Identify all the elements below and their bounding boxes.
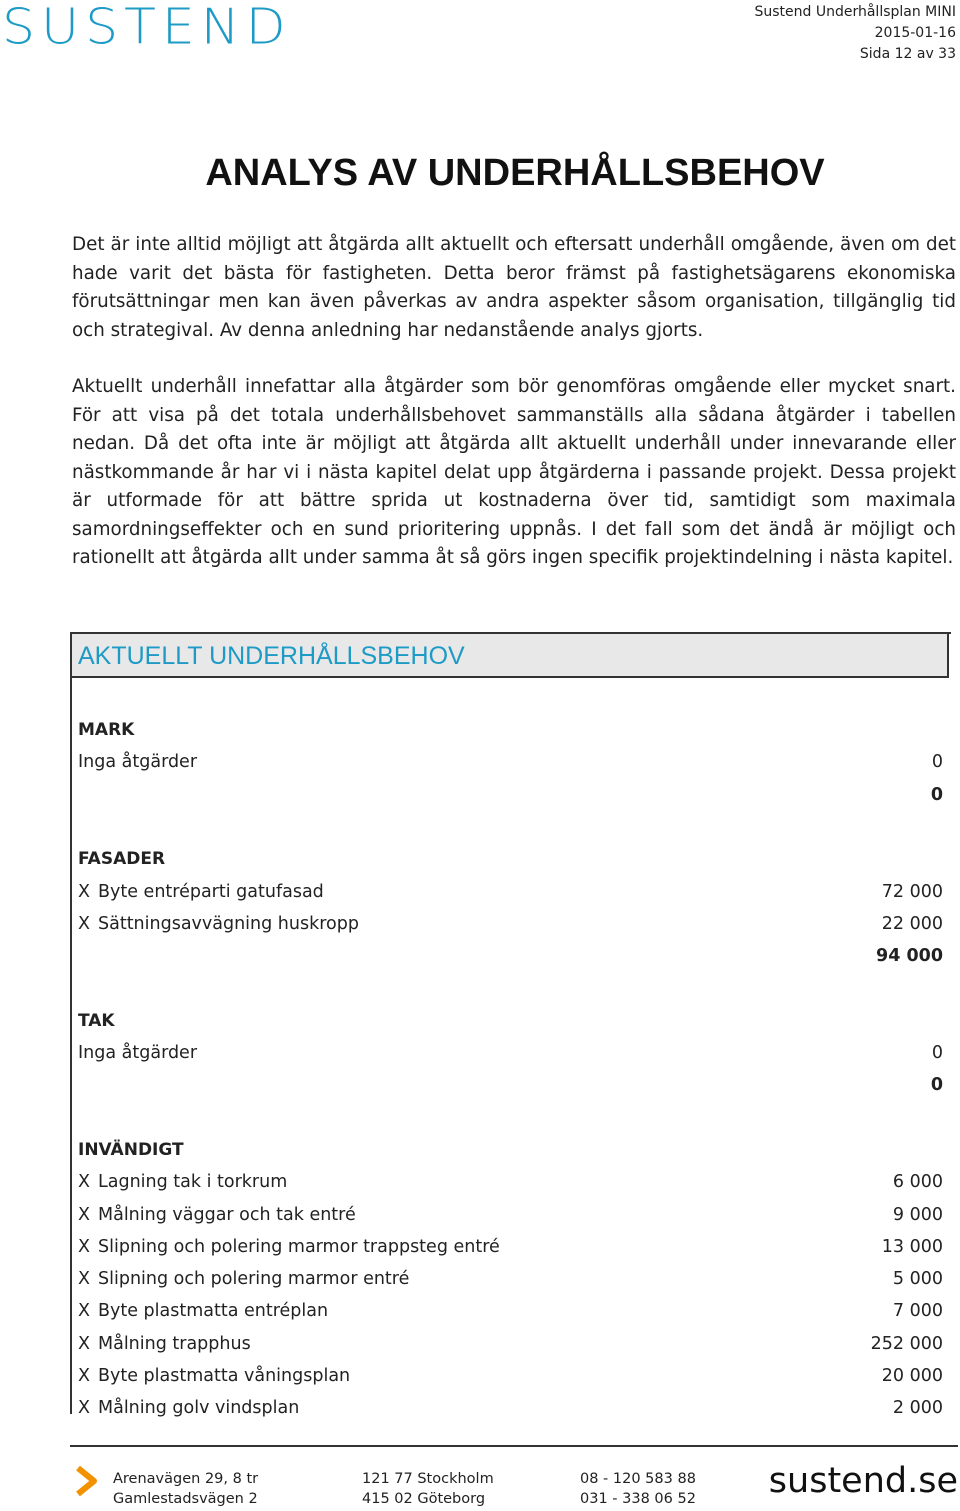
category-row — [78, 1135, 943, 1165]
category-label: INVÄNDIGT — [78, 1139, 184, 1160]
item-label: Byte plastmatta entréplan — [98, 1301, 329, 1322]
table-row — [78, 1329, 943, 1359]
category-row — [78, 1006, 943, 1036]
footer-cities — [362, 1469, 494, 1509]
item-label: Inga åtgärder — [78, 752, 198, 773]
table-heading: AKTUELLT UNDERHÅLLSBEHOV — [78, 642, 465, 670]
item-amount: 13 000 — [881, 1236, 943, 1257]
table-row — [78, 1038, 943, 1068]
item-amount: 0 — [931, 1043, 943, 1063]
table-row — [78, 1296, 943, 1326]
subtotal-amount: 0 — [930, 784, 943, 805]
subtotal-amount: 0 — [930, 1075, 943, 1096]
item-label: Byte plastmatta våningsplan — [98, 1366, 351, 1386]
item-label: Slipning och polering marmor entré — [98, 1269, 410, 1290]
table-row — [78, 909, 943, 939]
item-label: Målning golv vindsplan — [98, 1398, 300, 1419]
selected-mark: X — [78, 1366, 90, 1386]
table-row — [78, 747, 943, 777]
item-amount: 72 000 — [881, 881, 943, 902]
maintenance-table — [70, 632, 951, 1419]
footer-city-2: 415 02 Göteborg — [362, 1491, 486, 1507]
selected-mark: X — [78, 1236, 90, 1257]
selected-mark: X — [78, 1172, 90, 1193]
category-label: FASADER — [78, 849, 166, 870]
table-row — [78, 1232, 943, 1262]
category-row — [78, 844, 943, 874]
footer-phone-1: 08 - 120 583 88 — [580, 1471, 696, 1487]
table-row — [78, 1167, 943, 1197]
footer-address-2: Gamlestadsvägen 2 — [113, 1491, 258, 1507]
sustend-logo: SUSTEND — [2, 0, 292, 57]
subtotal-row — [78, 1070, 943, 1100]
footer-brand[interactable]: sustend.se — [768, 1461, 958, 1501]
footer-address-1: Arenavägen 29, 8 tr — [113, 1471, 259, 1487]
document-meta — [754, 2, 956, 65]
selected-mark: X — [78, 881, 90, 902]
doc-title: Sustend Underhållsplan MINI — [754, 4, 956, 20]
item-amount: 9 000 — [892, 1204, 943, 1225]
category-label: MARK — [78, 720, 135, 740]
item-label: Byte entréparti gatufasad — [98, 881, 324, 902]
category-row — [78, 715, 943, 745]
selected-mark: X — [78, 1269, 90, 1290]
item-amount: 20 000 — [881, 1366, 943, 1386]
table-row — [78, 1393, 943, 1423]
table-row — [78, 1200, 943, 1230]
subtotal-row — [78, 780, 943, 810]
page-title: ANALYS AV UNDERHÅLLSBEHOV — [205, 152, 825, 194]
subtotal-amount: 94 000 — [876, 946, 943, 967]
item-amount: 6 000 — [892, 1172, 943, 1193]
footer-phone-2: 031 - 338 06 52 — [580, 1491, 696, 1507]
selected-mark: X — [78, 1301, 90, 1322]
table-header — [72, 634, 949, 678]
footer-city-1: 121 77 Stockholm — [362, 1471, 494, 1487]
item-label: Lagning tak i torkrum — [98, 1172, 288, 1193]
footer-addresses — [113, 1469, 258, 1509]
intro-paragraph: Det är inte alltid möjligt att åtgärda allt aktuellt och eftersatt underhåll omgående, även om det hade varit det bästa för fastigheten. Detta beror främst på fastighetsägarens ekonomiska förutsättningar men kan även påverkas av andra aspekter såsom organisation, tillgänglig tid och strategival. Av denna anledning har nedanstående analys gjorts. — [72, 234, 956, 341]
chevron-right-icon — [76, 1466, 98, 1496]
selected-mark: X — [78, 913, 90, 934]
selected-mark: X — [78, 1204, 90, 1225]
table-row — [78, 877, 943, 907]
item-label: Inga åtgärder — [78, 1043, 198, 1063]
item-label: Målning väggar och tak entré — [98, 1204, 356, 1225]
item-label: Sättningsavvägning huskropp — [98, 913, 359, 934]
item-amount: 2 000 — [892, 1398, 943, 1419]
category-label: TAK — [78, 1010, 115, 1031]
item-label: Slipning och polering marmor trappsteg entré — [98, 1236, 500, 1257]
item-amount: 252 000 — [870, 1333, 943, 1354]
item-amount: 0 — [931, 752, 943, 773]
page-number: Sida 12 av 33 — [859, 46, 956, 62]
doc-date: 2015-01-16 — [874, 25, 956, 41]
footer-phones — [580, 1469, 696, 1509]
item-label: Målning trapphus — [98, 1333, 251, 1354]
item-amount: 7 000 — [892, 1301, 943, 1322]
subtotal-row — [78, 941, 943, 971]
item-amount: 5 000 — [892, 1269, 943, 1290]
table-row — [78, 1264, 943, 1294]
selected-mark: X — [78, 1333, 90, 1354]
selected-mark: X — [78, 1398, 90, 1419]
table-row — [78, 1361, 943, 1391]
explanation-paragraph: Aktuellt underhåll innefattar alla åtgärder som bör genomföras omgående eller mycket snart. För att visa på det totala underhållsbehovet sammanställs alla sådana åtgärder i tabellen nedan. Då det ofta inte är möjligt att åtgärda allt aktuellt underhåll under innevarande eller nästkommande år har vi i nästa kapitel delat upp åtgärderna i passande projekt. Dessa projekt är utformade för att bättre sprida ut kostnaderna över tid, samtidigt som maximala samordningseffekter och en sund prioritering uppnås. I det fall som det ändå är möjligt och rationellt att åtgärda allt under samma åt så görs ingen specifik projektindelning i nästa kapitel. — [72, 376, 956, 568]
footer-divider — [70, 1445, 958, 1447]
item-amount: 22 000 — [881, 913, 943, 934]
